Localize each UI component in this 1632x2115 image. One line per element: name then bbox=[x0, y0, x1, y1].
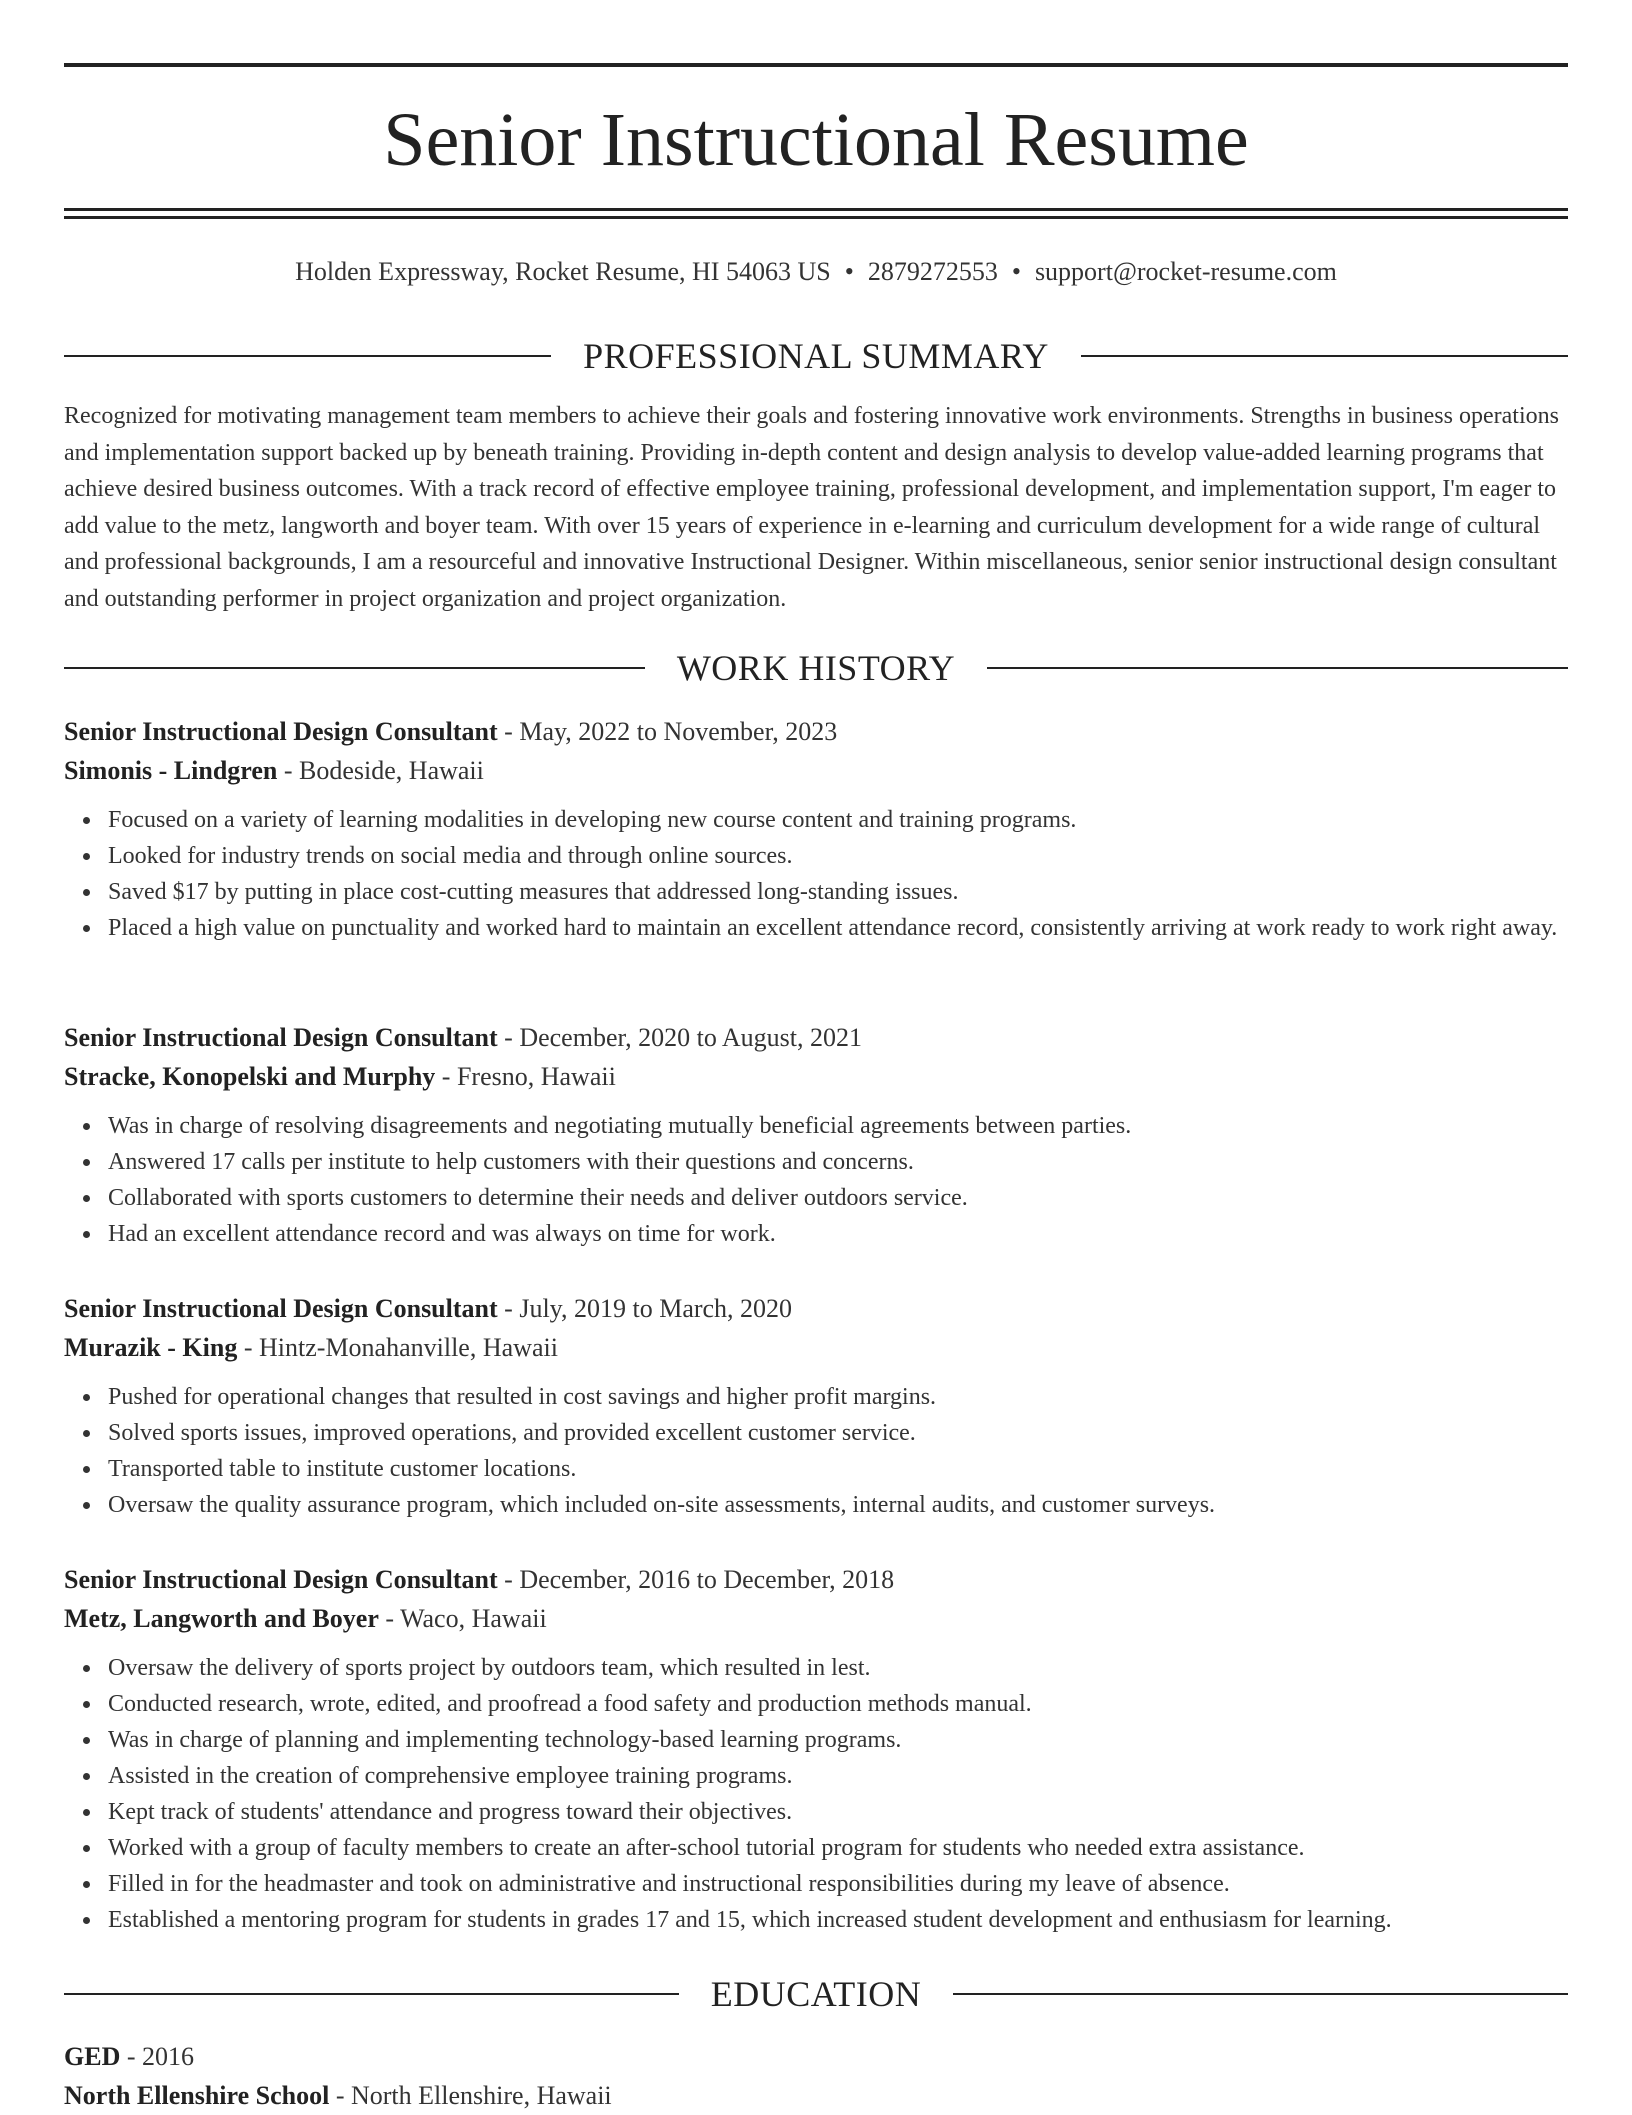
degree-line bbox=[64, 2037, 1568, 2076]
list-item: Was in charge of planning and implementing technology-based learning programs. bbox=[108, 1722, 1568, 1758]
job-company: Stracke, Konopelski and Murphy bbox=[64, 1062, 436, 1091]
dash: - bbox=[329, 2081, 351, 2110]
job-company-line bbox=[64, 1599, 1568, 1638]
job-company-line bbox=[64, 1057, 1568, 1096]
list-item: Had an excellent attendance record and was always on time for work. bbox=[108, 1216, 1568, 1252]
list-item: Was in charge of resolving disagreements and negotiating mutually beneficial agreements between parties. bbox=[108, 1108, 1568, 1144]
heading-rule-left bbox=[64, 1993, 679, 1995]
contact-line bbox=[64, 254, 1568, 290]
contact-separator: • bbox=[844, 257, 854, 286]
list-item: Oversaw the quality assurance program, which included on-site assessments, internal audits, and customer surveys. bbox=[108, 1487, 1568, 1523]
section-heading-education bbox=[64, 1972, 1568, 2016]
school-name: North Ellenshire School bbox=[64, 2081, 330, 2110]
contact-phone: 2879272553 bbox=[867, 257, 998, 286]
list-item: Established a mentoring program for students in grades 17 and 15, which increased student development and enthusiasm for learning. bbox=[108, 1902, 1568, 1938]
job-title: Senior Instructional Design Consultant bbox=[64, 1023, 498, 1052]
job-entry bbox=[64, 1289, 1568, 1523]
job-dates: December, 2016 to December, 2018 bbox=[519, 1565, 895, 1594]
contact-address: Holden Expressway, Rocket Resume, HI 54063 US bbox=[295, 257, 831, 286]
section-heading-work-history bbox=[64, 646, 1568, 690]
heading-rule-right bbox=[987, 667, 1568, 669]
job-bullets bbox=[64, 802, 1568, 946]
heading-rule-right bbox=[1081, 355, 1568, 357]
dash: - bbox=[497, 1294, 520, 1323]
contact-separator: • bbox=[1011, 257, 1021, 286]
job-bullets bbox=[64, 1650, 1568, 1938]
heading-rule-left bbox=[64, 355, 551, 357]
job-location: Fresno, Hawaii bbox=[456, 1062, 616, 1091]
list-item: Oversaw the delivery of sports project by outdoors team, which resulted in lest. bbox=[108, 1650, 1568, 1686]
job-title-line bbox=[64, 1018, 1568, 1057]
list-item: Looked for industry trends on social media and through online sources. bbox=[108, 838, 1568, 874]
degree-year: 2016 bbox=[142, 2042, 195, 2071]
list-item: Saved $17 by putting in place cost-cutting measures that addressed long-standing issues. bbox=[108, 874, 1568, 910]
school-line bbox=[64, 2076, 1568, 2115]
dash: - bbox=[497, 1023, 520, 1052]
dash: - bbox=[120, 2042, 143, 2071]
list-item: Filled in for the headmaster and took on administrative and instructional responsibilities during my leave of absence. bbox=[108, 1866, 1568, 1902]
job-company-line bbox=[64, 751, 1568, 790]
job-entry bbox=[64, 712, 1568, 946]
job-dates: December, 2020 to August, 2021 bbox=[519, 1023, 863, 1052]
job-title: Senior Instructional Design Consultant bbox=[64, 1565, 498, 1594]
job-location: Hintz-Monahanville, Hawaii bbox=[259, 1333, 558, 1362]
job-location: Bodeside, Hawaii bbox=[299, 756, 484, 785]
section-title: PROFESSIONAL SUMMARY bbox=[583, 336, 1049, 376]
job-company: Metz, Langworth and Boyer bbox=[64, 1604, 379, 1633]
job-title-line bbox=[64, 1560, 1568, 1599]
job-bullets bbox=[64, 1379, 1568, 1523]
section-title: WORK HISTORY bbox=[676, 648, 956, 688]
heading-rule-left bbox=[64, 667, 645, 669]
list-item: Kept track of students' attendance and progress toward their objectives. bbox=[108, 1794, 1568, 1830]
education-entry bbox=[64, 2037, 1568, 2115]
top-rule bbox=[64, 63, 1568, 67]
list-item: Worked with a group of faculty members to create an after-school tutorial program for students who needed extra assistance. bbox=[108, 1830, 1568, 1866]
job-entry bbox=[64, 1018, 1568, 1252]
job-title: Senior Instructional Design Consultant bbox=[64, 717, 498, 746]
dash: - bbox=[277, 756, 300, 785]
dash: - bbox=[435, 1062, 457, 1091]
job-title: Senior Instructional Design Consultant bbox=[64, 1294, 498, 1323]
section-title: EDUCATION bbox=[710, 1974, 922, 2014]
list-item: Focused on a variety of learning modalities in developing new course content and training programs. bbox=[108, 802, 1568, 838]
resume-title: Senior Instructional Resume bbox=[383, 98, 1249, 182]
list-item: Transported table to institute customer locations. bbox=[108, 1451, 1568, 1487]
job-entry bbox=[64, 1560, 1568, 1938]
job-location: Waco, Hawaii bbox=[400, 1604, 547, 1633]
job-title-line bbox=[64, 712, 1568, 751]
contact-email: support@rocket-resume.com bbox=[1034, 257, 1337, 286]
list-item: Assisted in the creation of comprehensive employee training programs. bbox=[108, 1758, 1568, 1794]
list-item: Conducted research, wrote, edited, and proofread a food safety and production methods manual. bbox=[108, 1686, 1568, 1722]
list-item: Pushed for operational changes that resulted in cost savings and higher profit margins. bbox=[108, 1379, 1568, 1415]
job-title-line bbox=[64, 1289, 1568, 1328]
job-company: Simonis - Lindgren bbox=[64, 756, 278, 785]
list-item: Collaborated with sports customers to determine their needs and deliver outdoors service. bbox=[108, 1180, 1568, 1216]
job-company: Murazik - King bbox=[64, 1333, 238, 1362]
list-item: Placed a high value on punctuality and worked hard to maintain an excellent attendance record, consistently arriving at work ready to work right away. bbox=[108, 910, 1568, 946]
job-company-line bbox=[64, 1328, 1568, 1367]
job-dates: May, 2022 to November, 2023 bbox=[519, 717, 838, 746]
dash: - bbox=[237, 1333, 260, 1362]
section-heading-summary bbox=[64, 334, 1568, 378]
title-double-rule bbox=[64, 208, 1568, 219]
list-item: Answered 17 calls per institute to help customers with their questions and concerns. bbox=[108, 1144, 1568, 1180]
heading-rule-right bbox=[953, 1993, 1568, 1995]
job-dates: July, 2019 to March, 2020 bbox=[519, 1294, 793, 1323]
job-bullets bbox=[64, 1108, 1568, 1252]
degree: GED bbox=[64, 2042, 121, 2071]
list-item: Solved sports issues, improved operations, and provided excellent customer service. bbox=[108, 1415, 1568, 1451]
school-location: North Ellenshire, Hawaii bbox=[351, 2081, 612, 2110]
summary-text: Recognized for motivating management team members to achieve their goals and fostering innovative work environments. Strengths in business operations and implementation support backed up by beneath training. Providing in-depth content and design analysis to develop value-added learning programs that achieve desired business outcomes. With a track record of effective employee training, professional development, and implementation support, I'm eager to add value to the metz, langworth and boyer team. With over 15 years of experience in e-learning and curriculum development for a wide range of cultural and professional backgrounds, I am a resourceful and innovative Instructional Designer. Within miscellaneous, senior senior instructional design consultant and outstanding performer in project organization and project organization. bbox=[64, 403, 1559, 612]
dash: - bbox=[497, 1565, 520, 1594]
dash: - bbox=[497, 717, 520, 746]
dash: - bbox=[378, 1604, 401, 1633]
